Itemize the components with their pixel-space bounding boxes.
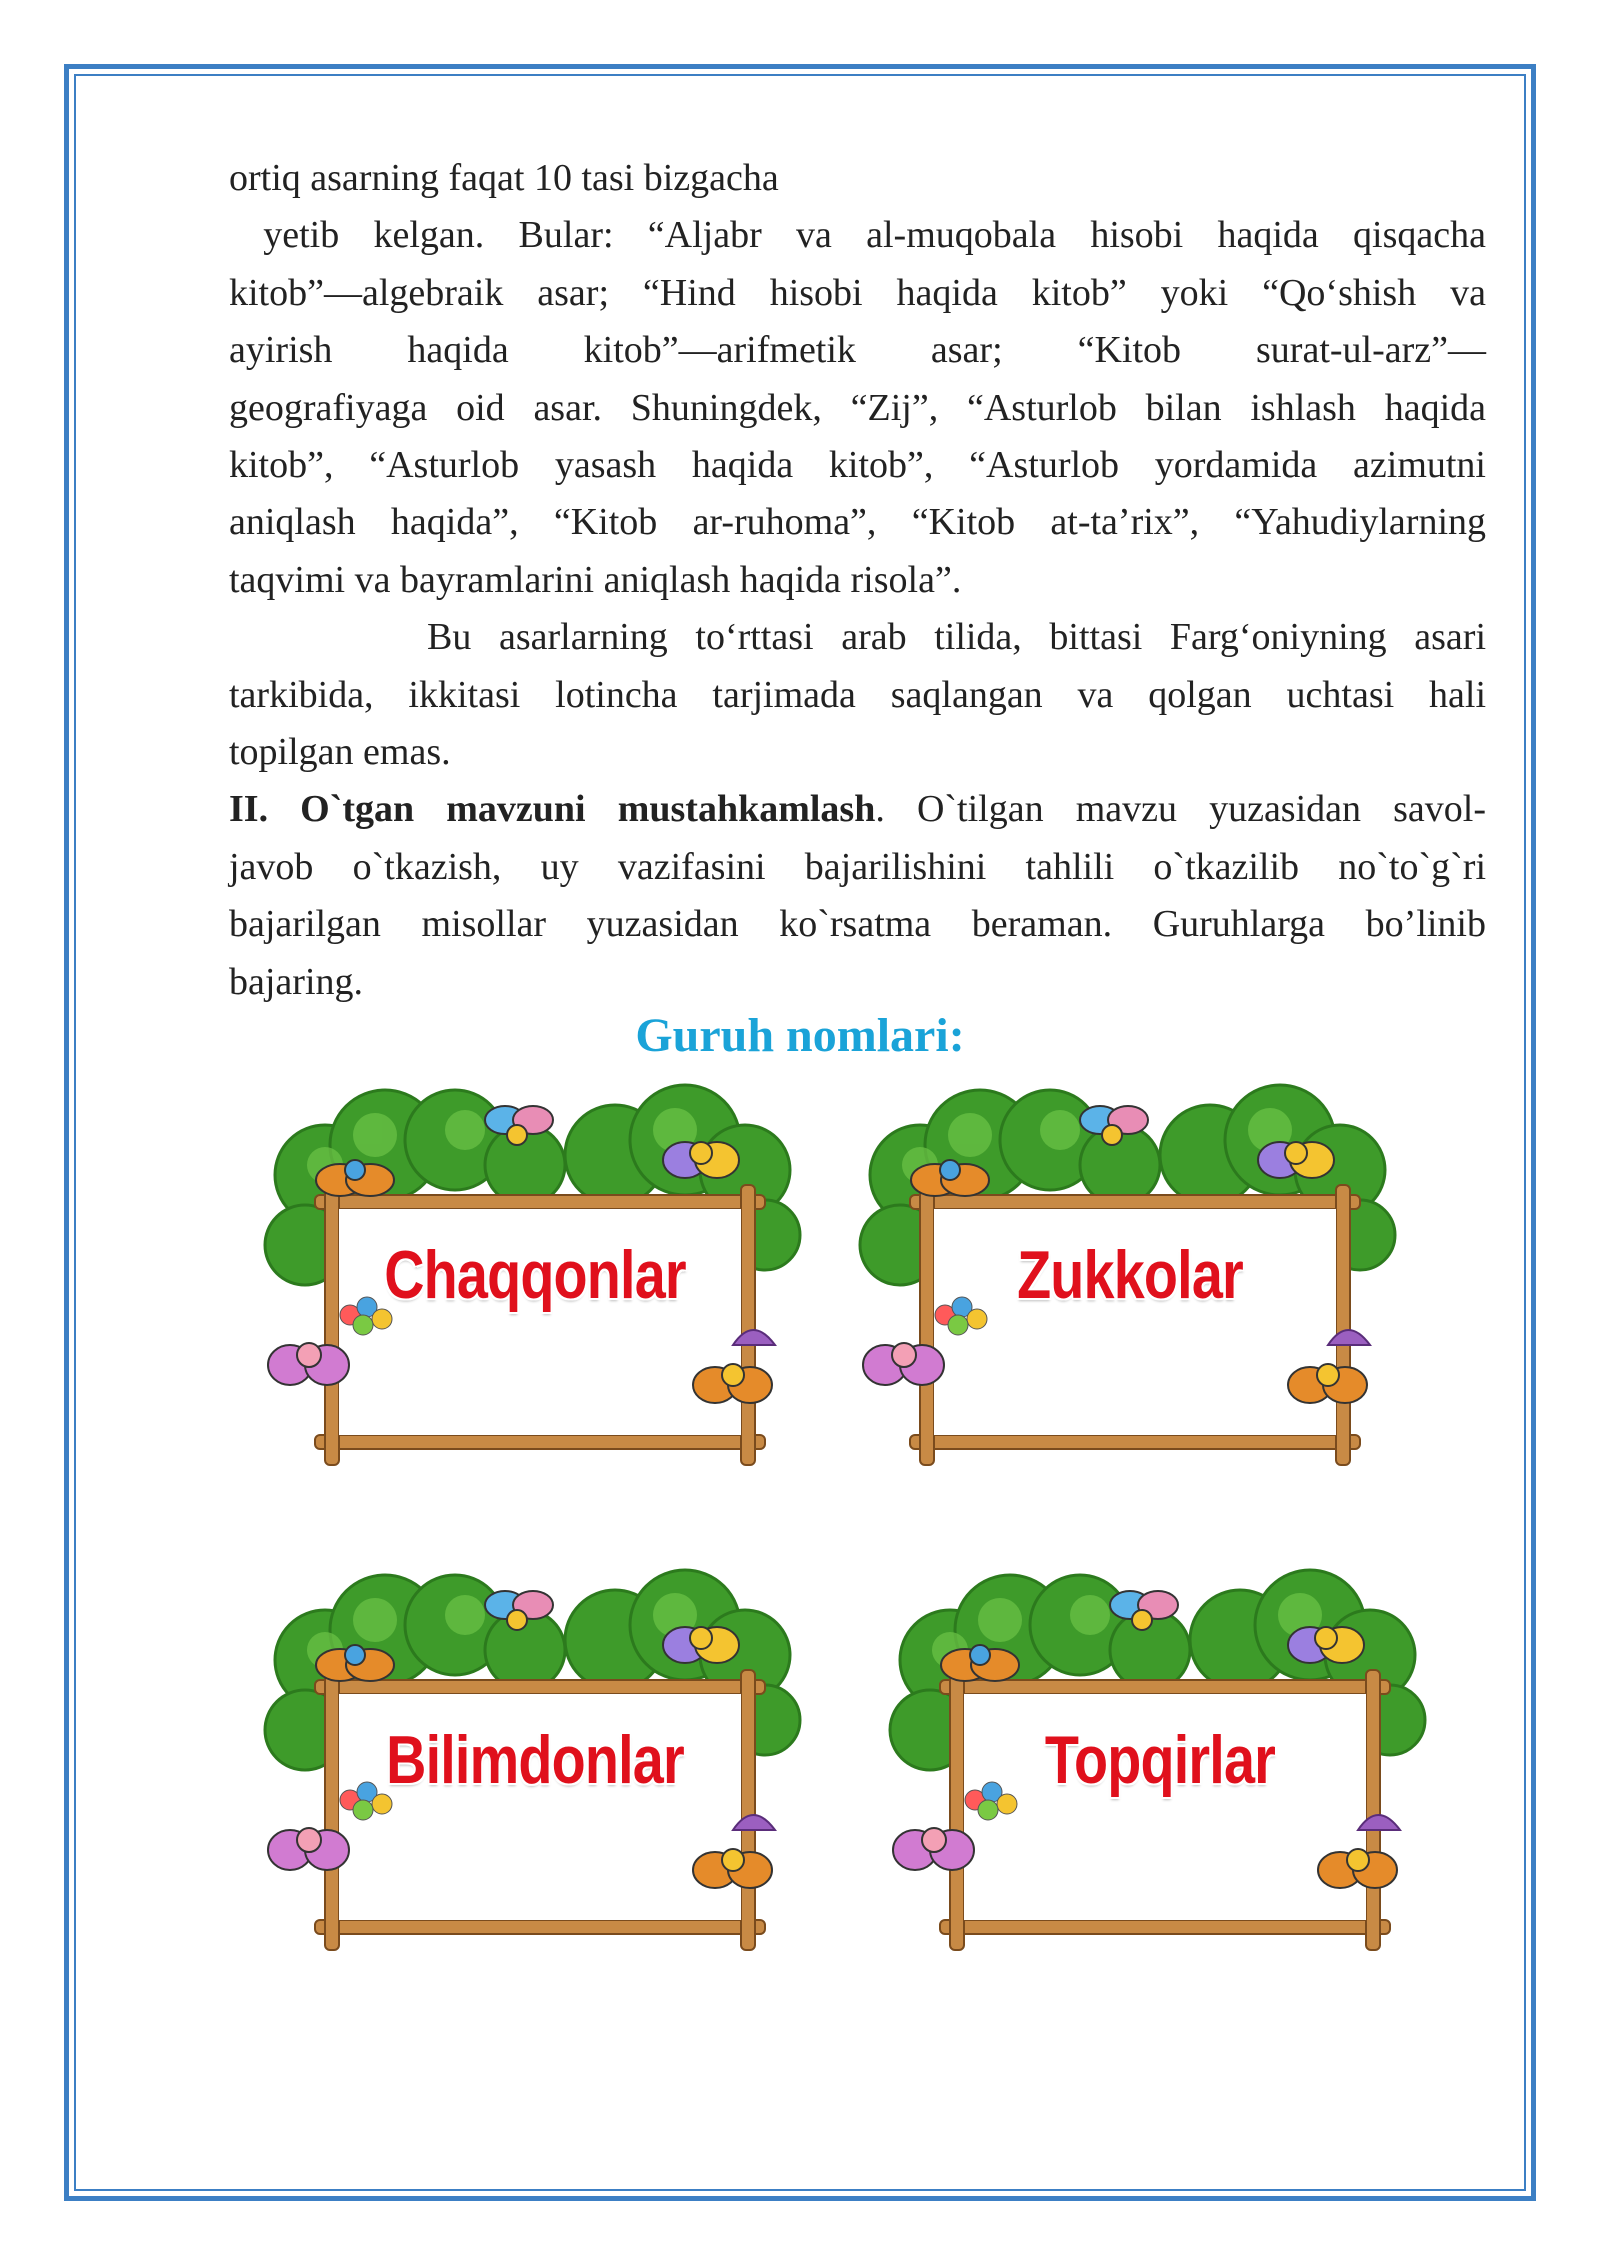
group-name-label: Bilimdonlar [386,1722,684,1798]
text-line: ortiq asarning faqat 10 tasi bizgacha [229,157,779,199]
section-heading: II. O`tgan mavzuni mustahkamlash [229,788,876,831]
text-line: bajaring. [229,960,364,1003]
text-line: Bu asarlarning to‘rttasi arab tilida, bittasi Farg‘oniyning asari [427,616,1486,659]
group-badge-chaqqonlar [255,1085,815,1485]
text-line: topilgan emas. [229,731,451,774]
text-line: bajarilgan misollar yuzasidan ko`rsatma beraman. Guruhlarga bo’linib [229,903,1486,946]
group-badge-zukkolar [850,1085,1410,1485]
paragraph-1 [229,150,1486,1011]
section-heading-line [229,781,1486,838]
group-name-label: Zukkolar [1017,1237,1243,1313]
text-line: kitob”, “Asturlob yasash haqida kitob”, “Asturlob yordamida azimutni [229,444,1486,487]
group-badge-topqirlar [880,1570,1440,1970]
text-fragment: . O`tilgan mavzu yuzasidan savol- [875,788,1486,831]
group-name-label: Chaqqonlar [384,1237,686,1313]
group-names-title: Guruh nomlari: [635,1009,965,1062]
text-line: kitob”—algebraik asar; “Hind hisobi haqida kitob” yoki “Qo‘shish va [229,271,1486,314]
group-badge-bilimdonlar [255,1570,815,1970]
text-line: ayirish haqida kitob”—arifmetik asar; “Kitob surat-ul-arz”— [229,329,1486,372]
text-line: tarkibida, ikkitasi lotincha tarjimada saqlangan va qolgan uchtasi hali [229,673,1486,716]
text-line: yetib kelgan. Bular: “Aljabr va al-muqobala hisobi haqida qisqacha [229,214,1486,257]
text-line: geografiyaga oid asar. Shuningdek, “Zij”, “Asturlob bilan ishlash haqida [229,386,1486,429]
text-line: aniqlash haqida”, “Kitob ar-ruhoma”, “Kitob at-ta’rix”, “Yahudiylarning [229,501,1486,544]
text-line: javob o`tkazish, uy vazifasini bajarilishini tahlili o`tkazilib no`to`g`ri [229,845,1486,888]
group-name-label: Topqirlar [1044,1722,1276,1798]
text-line: taqvimi va bayramlarini aniqlash haqida risola”. [229,558,962,601]
